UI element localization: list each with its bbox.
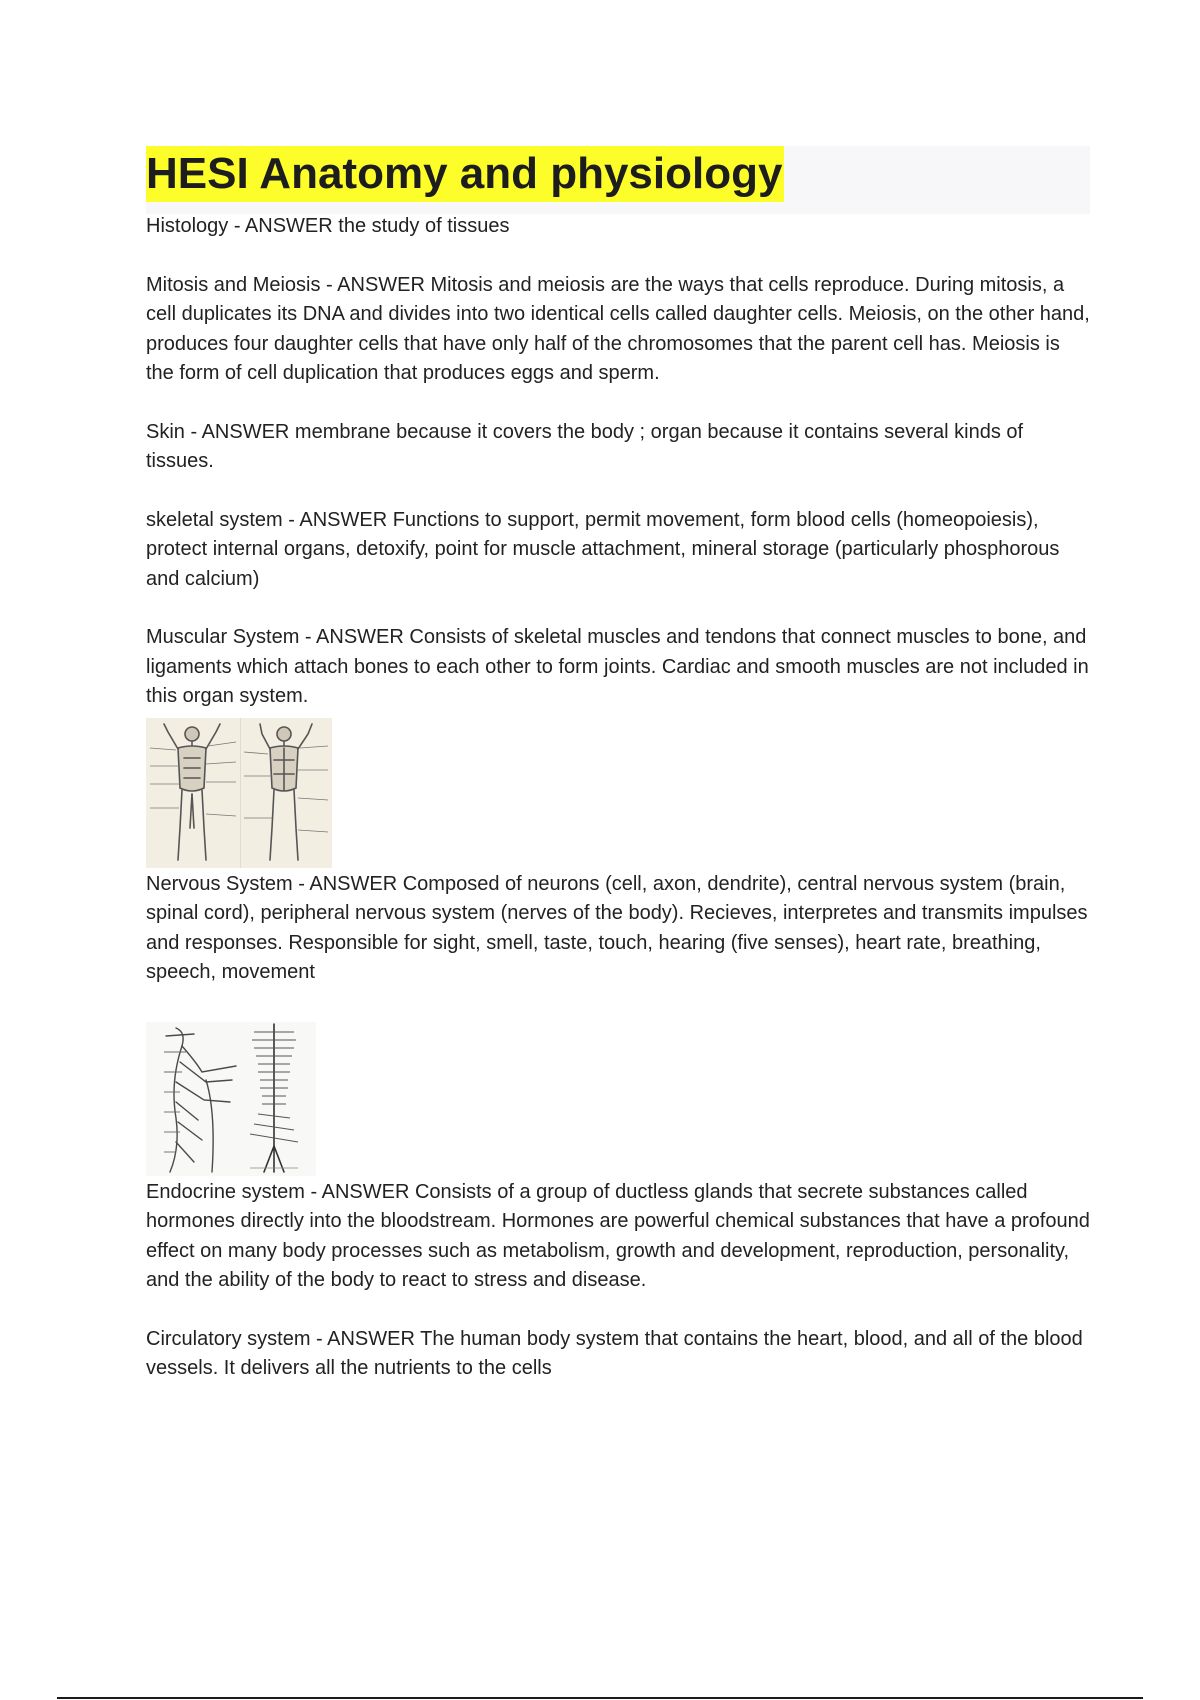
document-title: HESI Anatomy and physiology xyxy=(146,146,784,202)
spacer xyxy=(146,988,1090,1016)
entry-endocrine-system: Endocrine system - ANSWER Consists of a group of ductless glands that secrete substances called hormones directly into the bloodstream. Hormones are powerful chemical substances that have a profound effect on many body processes such as metabolism, growth and development, reproduction, personality, and the ability of the body to react to stress and disease. xyxy=(146,1180,1090,1291)
entry-mitosis-meiosis: Mitosis and Meiosis - ANSWER Mitosis and meiosis are the ways that cells reproduce. During mitosis, a cell duplicates its DNA and divides into two identical cells called daughter cells. Meiosis, on the other hand, produces four daughter cells that have only half of the chromosomes that the parent cell has. Meiosis is the form of cell duplication that produces eggs and sperm. xyxy=(146,273,1090,384)
page-bottom-rule xyxy=(57,1697,1143,1699)
entry-skeletal-system: skeletal system - ANSWER Functions to support, permit movement, form blood cells (homeopoiesis), protect internal organs, detoxify, point for muscle attachment, mineral storage (particularly phosphorous and calcium) xyxy=(146,508,1060,590)
entry-circulatory-system: Circulatory system - ANSWER The human body system that contains the heart, blood, and all of the blood vessels. It delivers all the nutrients to the cells xyxy=(146,1327,1083,1379)
entry-nervous-system: Nervous System - ANSWER Composed of neurons (cell, axon, dendrite), central nervous system (brain, spinal cord), peripheral nervous system (nerves of the body). Recieves, interpretes and transmits impulses and responses. Responsible for sight, smell, taste, touch, hearing (five senses), heart rate, breathing, speech, movement xyxy=(146,872,1088,983)
muscular-system-illustration xyxy=(146,718,1090,868)
entry-skin: Skin - ANSWER membrane because it covers the body ; organ because it contains several kinds of tissues. xyxy=(146,420,1024,472)
document-body xyxy=(146,212,1090,1413)
entry-histology: Histology - ANSWER the study of tissues xyxy=(146,215,510,237)
nervous-system-illustration xyxy=(146,1022,1090,1176)
entry-muscular-system: Muscular System - ANSWER Consists of skeletal muscles and tendons that connect muscles to bone, and ligaments which attach bones to each other to form joints. Cardiac and smooth muscles are not included in this organ system. xyxy=(146,626,1089,707)
